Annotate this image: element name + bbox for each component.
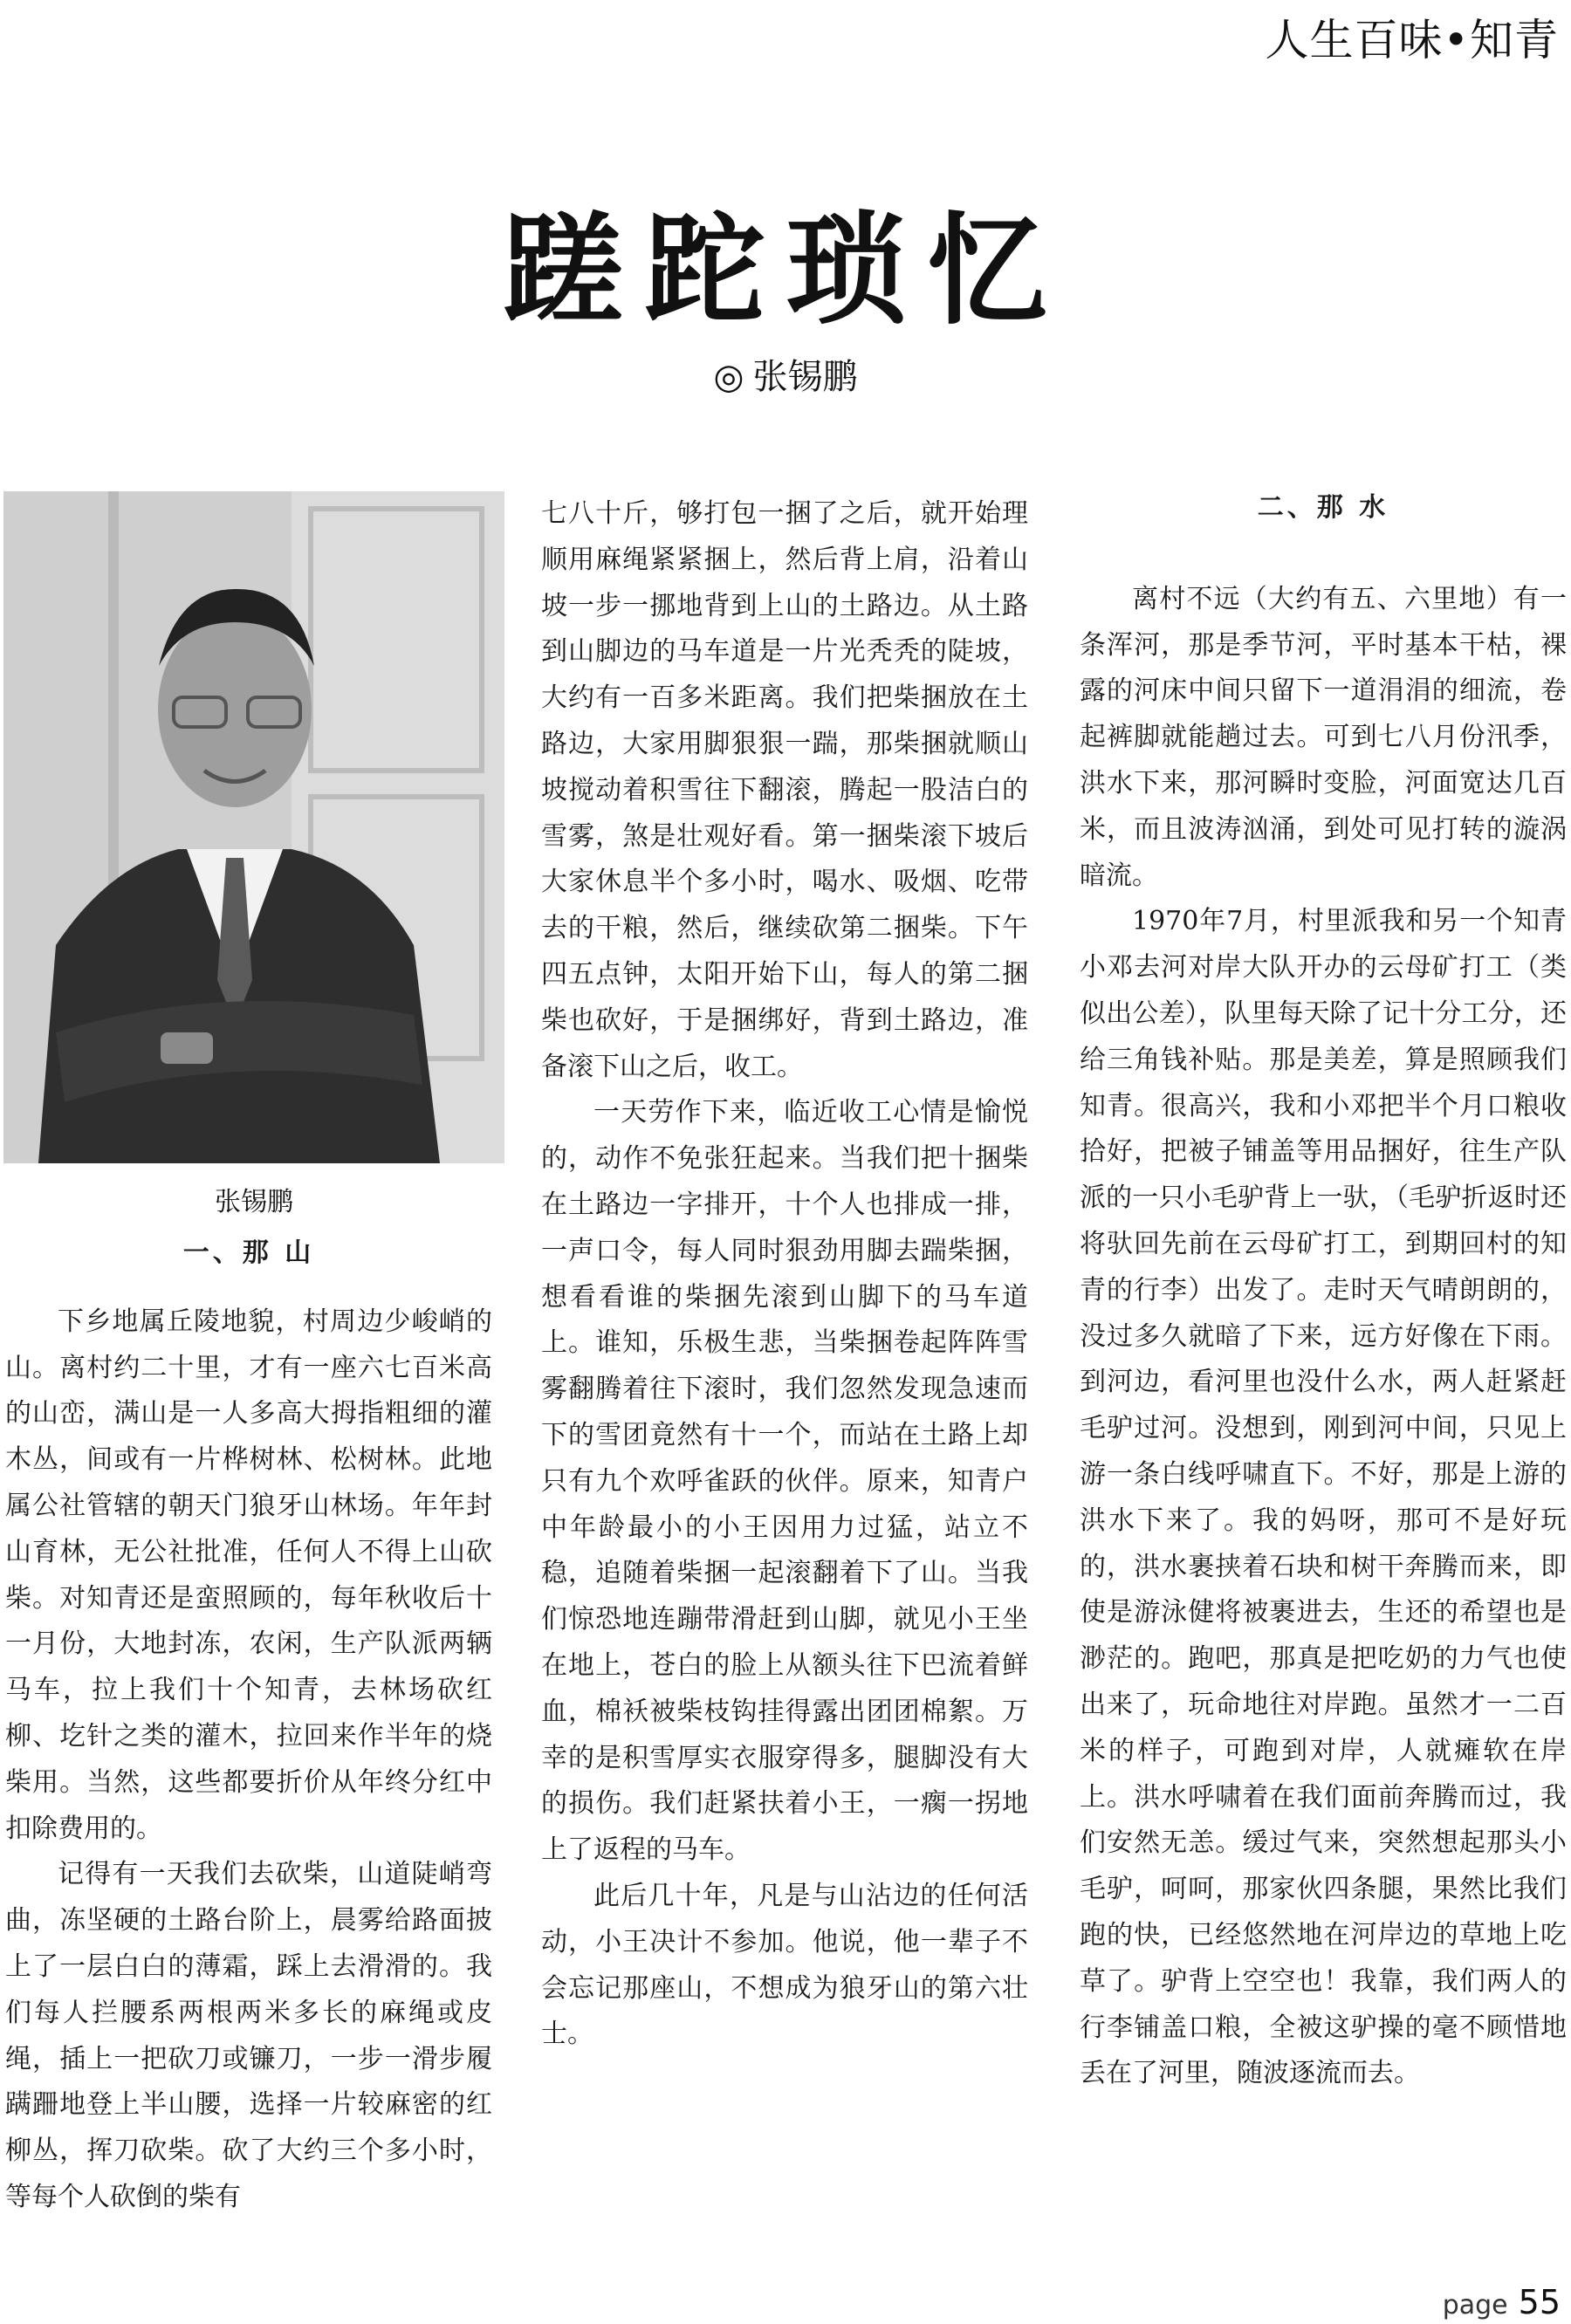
paragraph: 七八十斤，够打包一捆了之后，就开始理顺用麻绳紧紧捆上，然后背上肩，沿着山坡一步一挪地背到上山的土路边。从土路到山脚边的马车道是一片光秃秃的陡坡，大约有一百多米距离。我们把柴捆放在土路边，大家用脚狠狠一踹，那柴捆就顺山坡搅动着积雪往下翻滚，腾起一股洁白的雪雾，煞是壮观好看。第一捆柴滚下坡后大家休息半个多小时，喝水、吸烟、吃带去的干粮，然后，继续砍第二捆柴。下午四五点钟，太阳开始下山，每人的第二捆柴也砍好，于是捆绑好，背到土路边，准备滚下山之后，收工。 xyxy=(541,498,1028,1082)
author-portrait-image xyxy=(3,491,504,1163)
column-2 xyxy=(541,491,1028,2058)
column-1 xyxy=(5,1231,492,2221)
paragraph: 此后几十年，凡是与山沾边的任何活动，小王决计不参加。他说，他一辈子不会忘记那座山，不想成为狼牙山的第六壮士。 xyxy=(541,1880,1028,2050)
photo-caption: 张锡鹏 xyxy=(215,1187,293,1217)
author-photo xyxy=(3,491,504,1163)
page-label: page xyxy=(1442,2290,1508,2321)
paragraph: 下乡地属丘陵地貌，村周边少峻峭的山。离村约二十里，才有一座六七百米高的山峦，满山是一人多高大拇指粗细的灌木丛，间或有一片桦树林、松树林。此地属公社管辖的朝天门狼牙山林场。年年封山育林，无公社批准，任何人不得上山砍柴。对知青还是蛮照顾的，每年秋收后十一月份，大地封冻，农闲，生产队派两辆马车，拉上我们十个知青，去林场砍红柳、圪针之类的灌木，拉回来作半年的烧柴用。当然，这些都要折价从年终分红中扣除费用的。 xyxy=(5,1306,492,1844)
paragraph: 1970年7月，村里派我和另一个知青小邓去河对岸大队开办的云母矿打工（类似出公差），队里每天除了记十分工分，还给三角钱补贴。那是美差，算是照顾我们知青。很高兴，我和小邓把半个月口粮收拾好，把被子铺盖等用品捆好，往生产队派的一只小毛驴背上一驮，（毛驴折返时还将驮回先前在云母矿打工，到期回村的知青的行李）出发了。走时天气晴朗朗的，没过多久就暗了下来，远方好像在下雨。到河边，看河里也没什么水，两人赶紧赶毛驴过河。没想到，刚到河中间，只见上游一条白线呼啸直下。不好，那是上游的洪水下来了。我的妈呀，那可不是好玩的，洪水裹挟着石块和树干奔腾而来，即使是游泳健将被裹进去，生还的希望也是渺茫的。跑吧，那真是把吃奶的力气也使出来了，玩命地往对岸跑。虽然才一二百米的样子，可跑到对岸，人就瘫软在岸上。洪水呼啸着在我们面前奔腾而过，我们安然无恙。缓过气来，突然想起那头小毛驴，呵呵，那家伙四条腿，果然比我们跑的快，已经悠然地在河岸边的草地上吃草了。驴背上空空也！我靠，我们两人的行李铺盖口粮，全被这驴操的毫不顾惜地丢在了河里，随波逐流而去。 xyxy=(1080,906,1567,2089)
page-footer xyxy=(1443,2283,1561,2321)
section-2-heading: 二、那 水 xyxy=(1257,492,1389,523)
section-1-heading: 一、那 山 xyxy=(182,1237,315,1268)
paragraph: 离村不远（大约有五、六里地）有一条浑河，那是季节河，平时基本干枯，裸露的河床中间只留下一道涓涓的细流，卷起裤脚就能趟过去。可到七八月份汛季，洪水下来，那河瞬时变脸，河面宽达几百米，而且波涛汹涌，到处可见打转的漩涡暗流。 xyxy=(1080,583,1567,891)
author-name: 张锡鹏 xyxy=(752,357,858,397)
section-header: 人生百味•知青 xyxy=(1265,15,1559,65)
page-number: 55 xyxy=(1518,2283,1561,2321)
byline xyxy=(0,349,1571,399)
paragraph: 一天劳作下来，临近收工心情是愉悦的，动作不免张狂起来。当我们把十捆柴在土路边一字排开，十个人也排成一排，一声口令，每人同时狠劲用脚去踹柴捆，想看看谁的柴捆先滚到山脚下的马车道上。谁知，乐极生悲，当柴捆卷起阵阵雪雾翻腾着往下滚时，我们忽然发现急速而下的雪团竟然有十一个，而站在土路上却只有九个欢呼雀跃的伙伴。原来，知青户中年龄最小的小王因用力过猛，站立不稳，追随着柴捆一起滚翻着下了山。当我们惊恐地连蹦带滑赶到山脚，就见小王坐在地上，苍白的脸上从额头往下巴流着鲜血，棉袄被柴枝钩挂得露出团团棉絮。万幸的是积雪厚实衣服穿得多，腿脚没有大的损伤。我们赶紧扶着小王，一瘸一拐地上了返程的马车。 xyxy=(541,1097,1028,1866)
column-3 xyxy=(1080,485,1567,2097)
paragraph: 记得有一天我们去砍柴，山道陡峭弯曲，冻坚硬的土路台阶上，晨雾给路面披上了一层白白的薄霜，踩上去滑滑的。我们每人拦腰系两根两米多长的麻绳或皮绳，插上一把砍刀或镰刀，一步一滑步履蹒跚地登上半山腰，选择一片较麻密的红柳丛，挥刀砍柴。砍了大约三个多小时，等每个人砍倒的柴有 xyxy=(5,1859,492,2212)
article-title: 蹉跎琐忆 xyxy=(502,201,1068,341)
circle-mark-icon: ◎ xyxy=(713,357,744,397)
